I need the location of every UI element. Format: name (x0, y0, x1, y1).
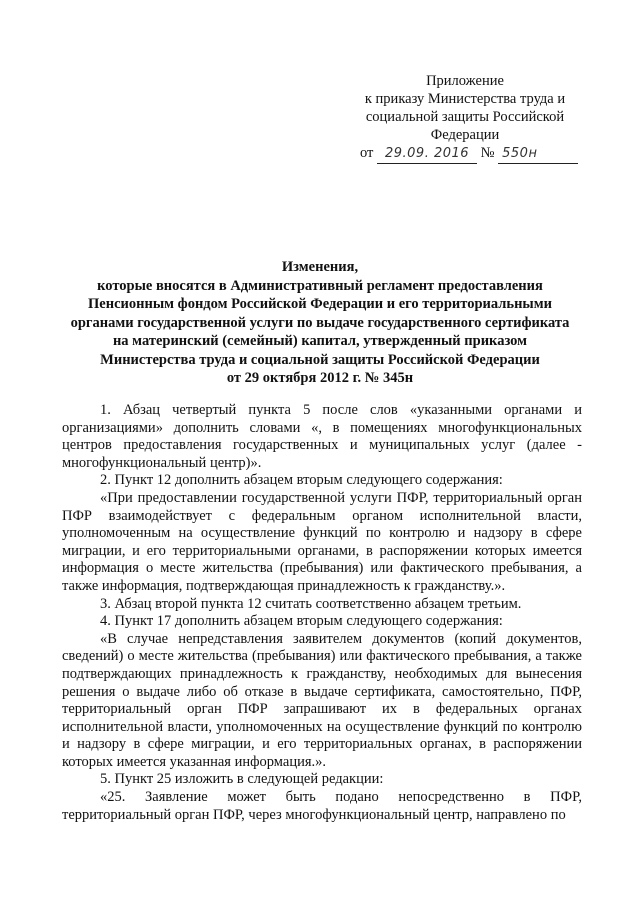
annex-line-4: Федерации (430, 127, 500, 143)
annex-date-number-line (350, 144, 580, 164)
annex-line-1: Приложение (426, 73, 504, 89)
title-line-2: которые вносятся в Административный регламент предоставления (97, 277, 543, 294)
document-title (70, 258, 570, 388)
from-label: от (360, 145, 374, 161)
title-line-6: Министерства труда и социальной защиты Российской Федерации (100, 351, 540, 368)
title-line-4: органами государственной услуги по выдаче государственного сертификата (70, 314, 570, 331)
paragraph-1: 1. Абзац четвертый пункта 5 после слов «указанными органами и организациями» дополнить словами «, в помещениях многофункциональных центров предоставления государственных и муниципальных услуг (далее - многофункциональный центр)». (62, 402, 582, 471)
handwritten-date: 29.09. 2016 (377, 145, 477, 164)
title-line-5: на материнский (семейный) капитал, утвержденный приказом (112, 333, 528, 349)
paragraph-6: «В случае непредставления заявителем документов (копий документов, сведений) о месте жительства (пребывания) или фактического пребывания, а также подтверждающих принадлежность к гражданству, необходимых для вынесения решения о выдаче либо об отказе в выдаче сертификата, самостоятельно, ПФР, территориальный орган ПФР запрашивают их в федеральных органах исполнительной власти, уполномоченных на осуществление функций по контролю и надзору в сфере миграции, и его территориальных органах, в распоряжении которых имеется указанная информация.». (62, 630, 582, 770)
annex-line-2: к приказу Министерства труда и (364, 91, 566, 107)
title-line-7: от 29 октября 2012 г. № 345н (226, 370, 414, 386)
paragraph-4: 3. Абзац второй пункта 12 считать соответственно абзацем третьим. (100, 595, 522, 612)
handwritten-number: 550н (498, 145, 578, 164)
title-line-3: Пенсионным фондом Российской Федерации и его территориальными (88, 296, 552, 312)
paragraph-8: «25. Заявление может быть подано непосредственно в ПФР, территориальный орган ПФР, через многофункциональный центр, направлено по (62, 789, 582, 823)
paragraph-3: «При предоставлении государственной услуги ПФР, территориальный орган ПФР взаимодействует с федеральным органом исполнительной власти, уполномоченным на осуществление функций по контролю и надзору в сфере миграции, и его территориальными органами, в распоряжении которых имеется информация о месте жительства (пребывания) или фактического пребывания, а также информация, подтверждающая принадлежность к гражданству.». (62, 489, 582, 594)
title-line-1: Изменения, (281, 259, 359, 275)
paragraph-5: 4. Пункт 17 дополнить абзацем вторым следующего содержания: (100, 613, 503, 630)
annex-line-3: социальной защиты Российской (365, 109, 565, 125)
annex-block (350, 72, 580, 164)
paragraph-2: 2. Пункт 12 дополнить абзацем вторым следующего содержания: (100, 472, 503, 489)
paragraph-7: 5. Пункт 25 изложить в следующей редакции: (100, 771, 384, 788)
number-label: № (480, 145, 495, 161)
document-body (62, 402, 582, 824)
